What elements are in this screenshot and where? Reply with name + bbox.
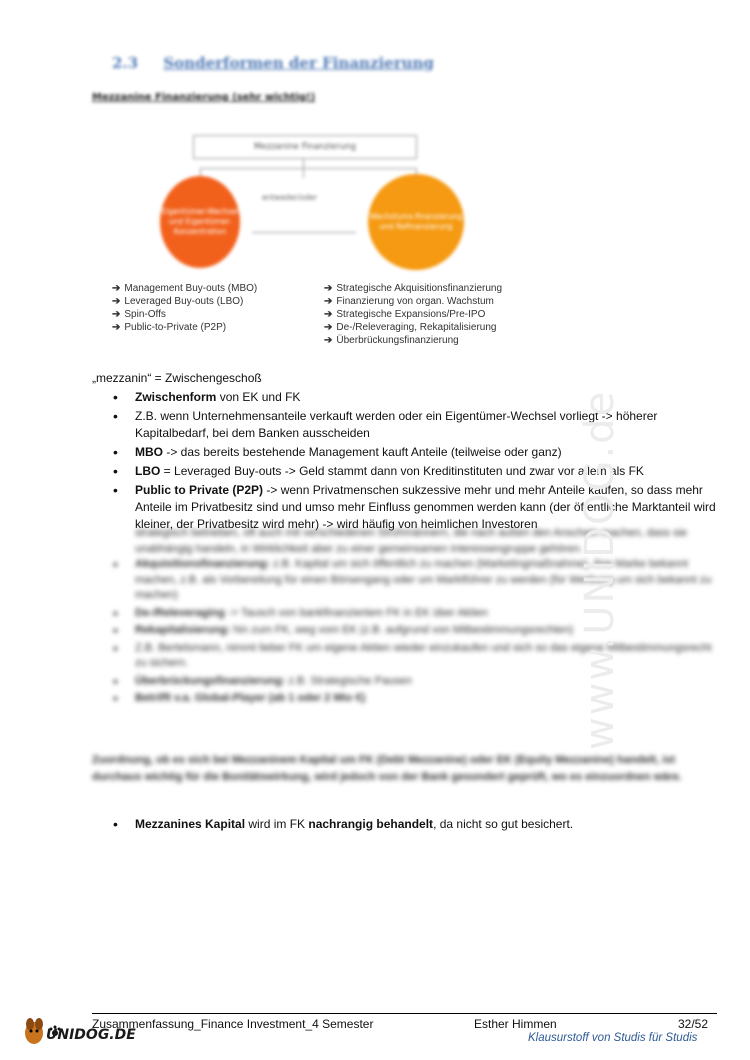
arrow-icon: ➔ [324,296,333,307]
bullet-text: = Leveraged Buy-outs -> Geld stammt dann von Kreditinstituten und zwar vor allem als FK [160,464,644,478]
bullet-text: z.B. Strategische Pausen [285,674,412,687]
bullet-bold: De-/Releveraging [135,606,225,619]
bullet-list [92,389,717,533]
subheading: Mezzanine Finanzierung (sehr wichtig!) [92,92,316,103]
arrow-list-text: Spin-Offs [124,309,166,320]
bullet-text: Z.B. Bertelsmann, nimmt lieber FK um eigene Aktien wieder einzukaufen und sich so das eigene Mitbestimmungsrecht zu sichern. [135,641,712,669]
bullet-bold: Akquisitionsfinanzierung: [135,558,271,570]
final-bold-2: nachrangig behandelt [308,817,434,831]
bullet-item [135,606,714,622]
arrow-list-item [112,308,257,321]
final-bullet [135,817,573,831]
footer-tagline: Klausurstoff von Studis für Studis [528,1032,698,1044]
footer-author: Esther Himmen [474,1017,557,1031]
arrow-list-item [324,282,502,295]
arrow-list-text: Strategische Expansions/Pre-IPO [336,309,486,320]
final-bold-1: Mezzanines Kapital [135,817,246,831]
bullet-item [135,623,714,639]
right-circle [368,174,464,270]
body-text [92,370,717,535]
intro-line: „mezzanin“ = Zwischengeschoß [92,371,262,385]
arrow-icon: ➔ [324,309,333,320]
bullet-bold: MBO [135,445,163,459]
arrow-icon: ➔ [324,283,333,294]
bullet-bold: Rekapitalisierung: [135,624,231,636]
blurred-continuation: strategisch betrieben, oft auch mit verschiedenen Strohmännern, die nach außen den Anschein machen, dass sie unabhängig handeln, in Wirklichkeit aber zu einer gemeinsamen Interessengruppe gehören. [135,527,688,555]
watermark: www.UNIDOG.de [577,389,623,750]
arrow-list-text: Überbrückungsfinanzierung [336,335,459,346]
bullet-bold: LBO [135,464,161,478]
diagram-connector [200,168,416,169]
right-circle-label: Wachstums-finanzierung und Refinanzierung [369,212,463,231]
bullet-text: von EK und FK [216,390,301,404]
bullet-item [135,389,717,406]
bullet-text: Z.B. wenn Unternehmensanteile verkauft werden oder ein Eigentümer-Wechsel vorliegt -> höherer Kapitalbedarf, bei dem Banken ausscheiden [135,409,658,440]
final-text-2: , da nicht so gut besichert. [433,817,574,831]
left-circle-label: Eigentümer-Wechsel und Eigentümer-Konzentration [161,207,239,236]
bullet-item [135,463,717,480]
arrow-list-item [324,321,502,334]
arrow-list-item [112,295,257,308]
logo-text: UNIDOG.DE [46,1027,136,1043]
bullet-item [135,557,714,604]
bullet-item [135,691,714,707]
diagram-middle-label: entweder/oder [262,193,318,202]
arrow-list-text: Leveraged Buy-outs (LBO) [124,296,244,307]
arrow-list-item [324,295,502,308]
bullet-item [135,674,714,690]
section-heading [112,54,434,72]
section-number: 2.3 [112,54,139,72]
bullet-text: -> Tausch von bankfinanziertem FK in EK über Aktien [224,606,488,619]
bullet-item [135,408,717,442]
bullet-bold: Zwischenform [135,390,217,404]
arrow-list-text: Public-to-Private (P2P) [124,322,227,333]
arrow-icon: ➔ [324,335,333,346]
left-arrow-list [112,282,257,334]
bullet-text: hin zum FK, weg vom EK (z.B. aufgrund von Mitbestimmungsrechten) [230,624,574,636]
final-text-1: wird im FK [245,817,309,831]
footer-rule [92,1013,717,1014]
double-arrow [252,232,356,233]
bullet-item [135,641,714,672]
left-circle [160,176,240,268]
arrow-icon: ➔ [112,296,121,307]
arrow-icon: ➔ [112,283,121,294]
arrow-list-item [324,334,502,347]
footer-page-number: 32/52 [678,1017,709,1031]
bullet-bold: Überbrückungsfinanzierung: [135,674,286,687]
arrow-list-text: De-/Releveraging, Rekapitalisierung [336,322,497,333]
bullet-bold: Public to Private (P2P) [135,483,264,497]
footer-document-title: Zusammenfassung_Finance Investment_4 Semester [92,1017,374,1031]
arrow-list-text: Management Buy-outs (MBO) [124,283,258,294]
arrow-list-item [112,321,257,334]
arrow-icon: ➔ [112,309,121,320]
arrow-list-text: Finanzierung von organ. Wachstum [336,296,494,307]
diagram-top-box: Mezzanine Finanzierung [193,135,417,159]
arrow-list-item [324,308,502,321]
arrow-list-item [112,282,257,295]
bullet-bold: Betrifft v.a. Global-Player (ab 1 oder 2 Mio €) [135,692,366,704]
right-arrow-list [324,282,502,347]
section-title: Sonderformen der Finanzierung [163,54,434,72]
blurred-summary: Zuordnung, ob es sich bei Mezzaninem Kapital um FK (Debt Mezzanine) oder EK (Equity Mezzanine) handelt, ist durchaus wichtig für die Bonitätswirkung, wird jedoch von der Bank gesondert geprüft, wo es einzuordnen wäre. [92,754,682,783]
arrow-icon: ➔ [112,322,121,333]
bullet-text: -> wenn Privatmenschen sukzessive mehr und mehr Anteile kaufen, so dass mehr Anteile im Privatbesitz sind und umso mehr Einfluss genommen werden kann (der öffentliche Marktanteil wird kleiner, der Privatbesitz wird mehr) -> wird häufig von heimlichen Investoren [135,483,716,531]
arrow-icon: ➔ [324,322,333,333]
bullet-text: -> das bereits bestehende Management kauft Anteile (teilweise oder ganz) [163,445,562,459]
bullet-item [135,444,717,461]
arrow-list-text: Strategische Akquisitionsfinanzierung [336,283,503,294]
bullet-text: z.B. Kapital um sich öffentlich zu machen (Marketingmaßnahme), ihre Marke bekannt machen, z.B. als Vorbereitung für einen Börsengang oder um Marktführer zu werden (für Werbung um sich bekannt zu machen) [135,558,712,601]
